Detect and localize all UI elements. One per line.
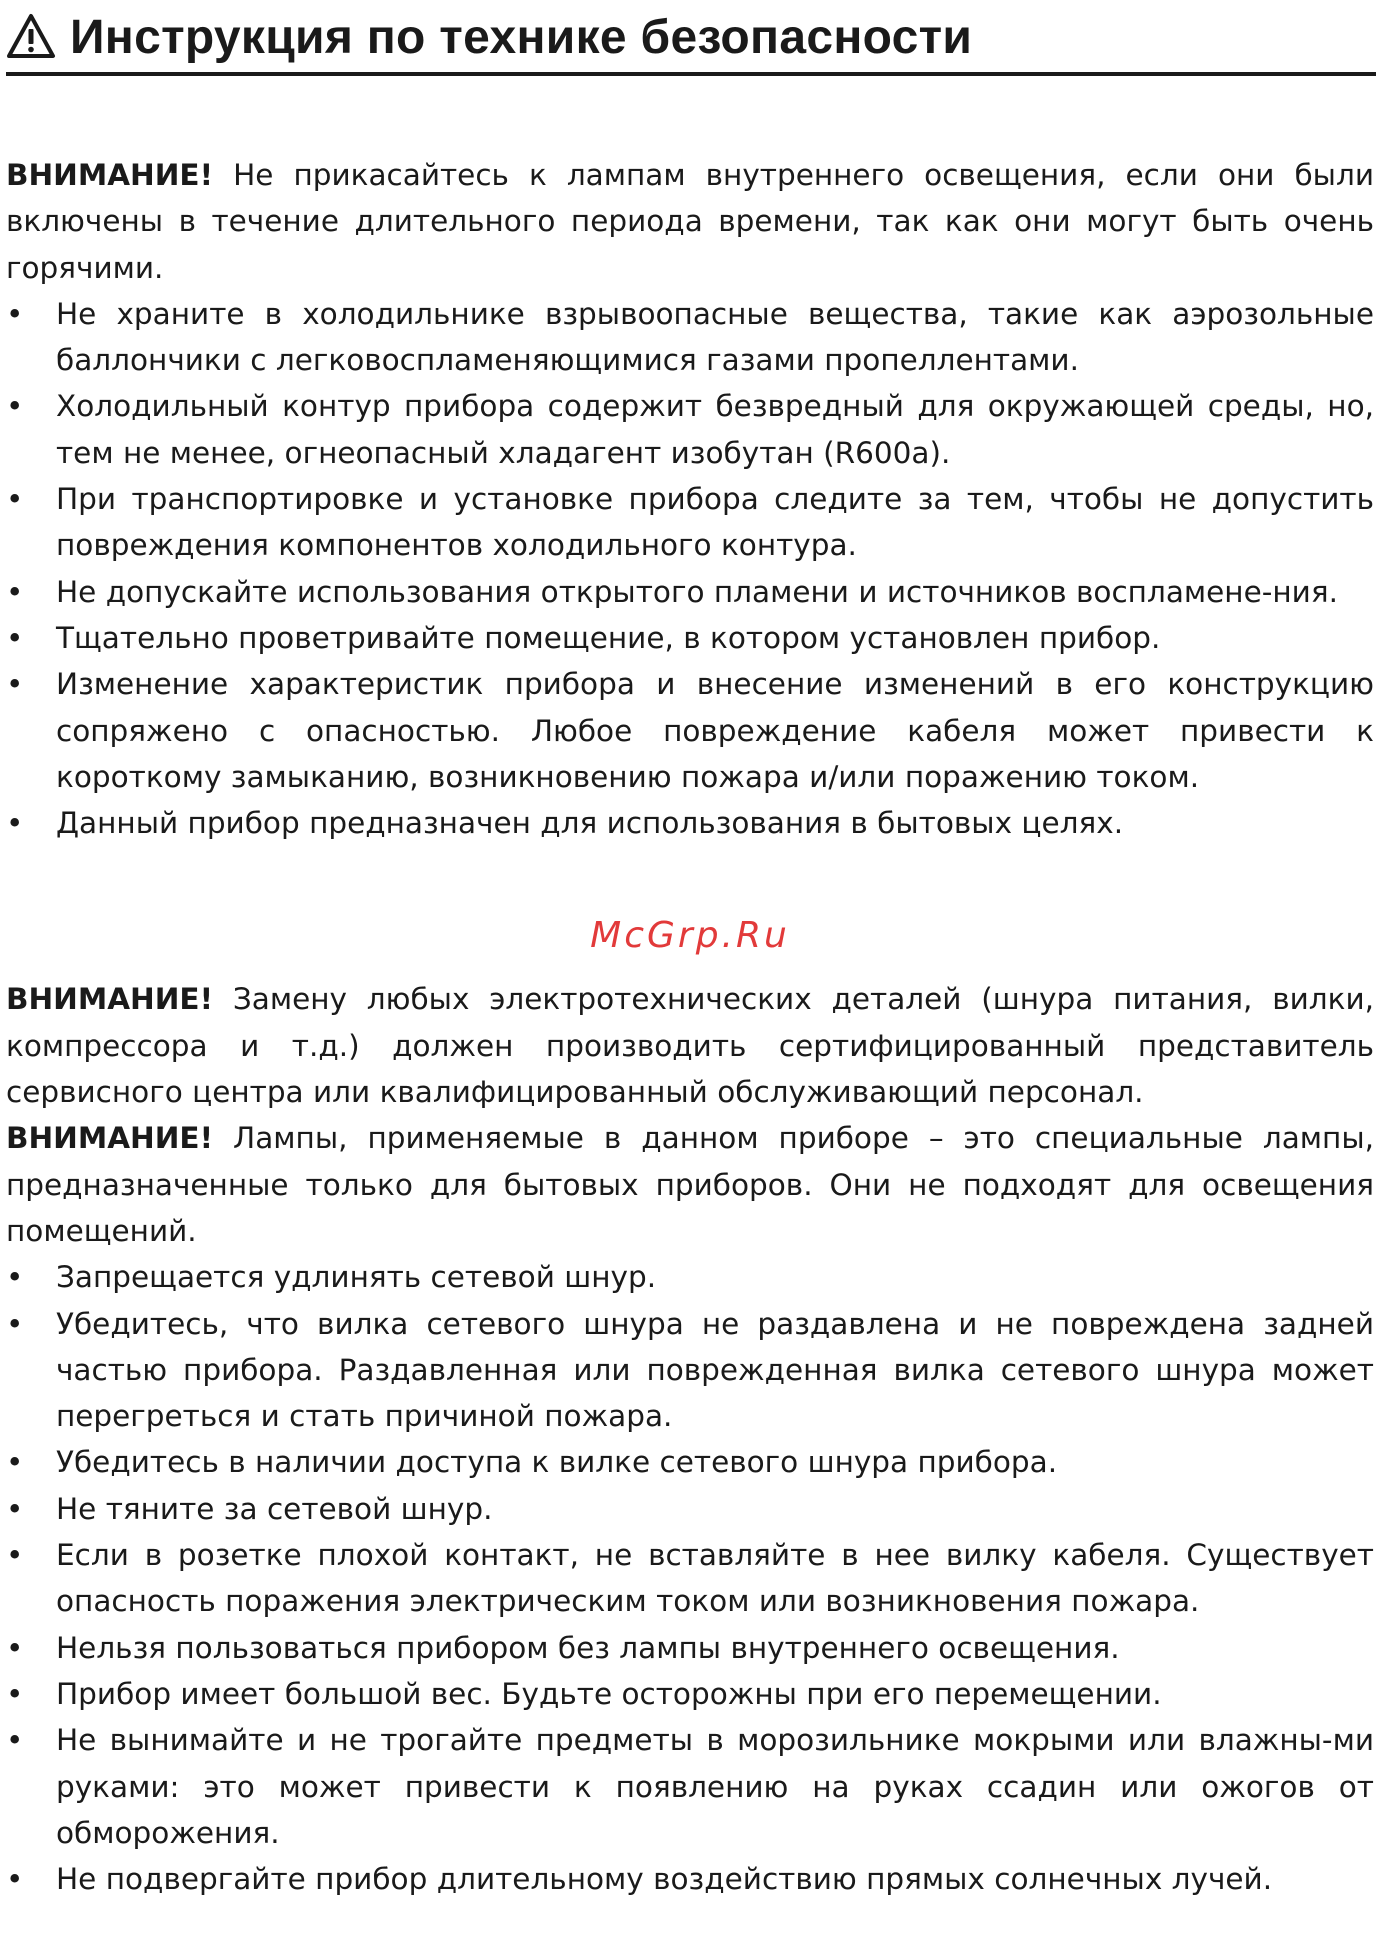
list-item: • Не вынимайте и не трогайте предметы в морозильнике мокрыми или влажны-ми руками: это может привести к появлению на руках ссадин или ожогов от обморожения. [6, 1717, 1374, 1856]
page-title: Инструкция по технике безопасности [70, 10, 973, 64]
list-item: • Не подвергайте прибор длительному воздействию прямых солнечных лучей. [6, 1856, 1374, 1902]
warning-label: ВНИМАНИЕ! [6, 1121, 214, 1156]
warning-paragraph [6, 1115, 1374, 1254]
bullet-icon: • [6, 1491, 24, 1526]
warning-text: Лампы, применяемые в данном приборе – это специальные лампы, предназначенные только для бытовых приборов. Они не подходят для освещения помещений. [6, 1121, 1374, 1248]
bullet-icon: • [6, 1445, 24, 1480]
bullet-icon: • [6, 1723, 24, 1758]
bullet-list [6, 1254, 1374, 1902]
list-item: • Изменение характеристик прибора и внесение изменений в его конструкцию сопряжено с опасностью. Любое повреждение кабеля может привести к короткому замыканию, возникновению пожара и/или поражению током. [6, 661, 1374, 800]
page-header [6, 2, 1376, 76]
bullet-icon: • [6, 1676, 24, 1711]
list-item: • Не тяните за сетевой шнур. [6, 1486, 1374, 1532]
bullet-icon: • [6, 389, 24, 424]
bullet-icon: • [6, 1306, 24, 1341]
warning-paragraph [6, 152, 1374, 291]
list-item: • Тщательно проветривайте помещение, в котором установлен прибор. [6, 615, 1374, 661]
list-item: • Убедитесь в наличии доступа к вилке сетевого шнура прибора. [6, 1439, 1374, 1485]
list-item: • Запрещается удлинять сетевой шнур. [6, 1254, 1374, 1300]
list-item: • Убедитесь, что вилка сетевого шнура не раздавлена и не повреждена задней частью прибора. Раздавленная или поврежденная вилка сетевого шнура может перегреться и стать причиной пожара. [6, 1301, 1374, 1440]
bullet-icon: • [6, 1538, 24, 1573]
document-page [6, 0, 1378, 1955]
list-item: • Не допускайте использования открытого пламени и источников воспламене-ния. [6, 569, 1374, 615]
list-item: • Не храните в холодильнике взрывоопасные вещества, такие как аэрозольные баллончики с легковоспламеняющимися газами пропеллентами. [6, 291, 1374, 384]
bullet-icon: • [6, 667, 24, 702]
warning-label: ВНИМАНИЕ! [6, 158, 214, 192]
warning-text: Замену любых электротехнических деталей (шнура питания, вилки, компрессора и т.д.) должен производить сертифицированный представитель сервисного центра или квалифицированный обслуживающий персонал. [6, 982, 1374, 1110]
list-item: • Нельзя пользоваться прибором без лампы внутреннего освещения. [6, 1625, 1374, 1671]
warning-label: ВНИМАНИЕ! [6, 982, 214, 1017]
safety-section-2 [6, 976, 1374, 1902]
watermark: McGrp.Ru [590, 915, 790, 957]
bullet-icon: • [6, 574, 24, 609]
list-item: • Данный прибор предназначен для использования в бытовых целях. [6, 800, 1374, 846]
list-item: • При транспортировке и установке прибора следите за тем, чтобы не допустить повреждения компонентов холодильного контура. [6, 476, 1374, 569]
warning-text: Не прикасайтесь к лампам внутреннего освещения, если они были включены в течение длительного периода времени, так как они могут быть очень горячими. [6, 158, 1374, 285]
safety-section-1 [6, 152, 1374, 846]
warning-paragraph [6, 976, 1374, 1115]
bullet-icon: • [6, 1260, 24, 1295]
bullet-icon: • [6, 1630, 24, 1665]
bullet-list [6, 291, 1374, 847]
list-item: • Если в розетке плохой контакт, не вставляйте в нее вилку кабеля. Существует опасность поражения электрическим током или возникновения пожара. [6, 1532, 1374, 1625]
bullet-icon: • [6, 296, 24, 331]
list-item: • Прибор имеет большой вес. Будьте осторожны при его перемещении. [6, 1671, 1374, 1717]
bullet-icon: • [6, 482, 24, 517]
bullet-icon: • [6, 806, 24, 841]
list-item: • Холодильный контур прибора содержит безвредный для окружающей среды, но, тем не менее, огнеопасный хладагент изобутан (R600a). [6, 383, 1374, 476]
bullet-icon: • [6, 1862, 24, 1897]
bullet-icon: • [6, 620, 24, 655]
warning-triangle-icon [6, 12, 56, 62]
